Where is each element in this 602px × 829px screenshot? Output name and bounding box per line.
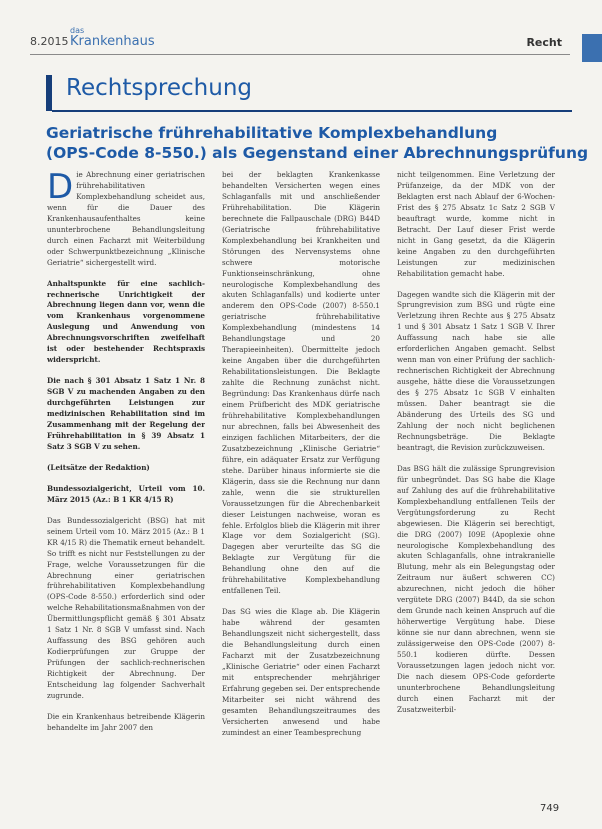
- page-number: 749: [540, 803, 560, 814]
- journal-logo: [70, 27, 155, 48]
- section-tab-marker: [582, 34, 602, 62]
- journal-logo-name: Krankenhaus: [70, 34, 155, 49]
- rubric-label: Recht: [526, 36, 562, 49]
- article-headline: [46, 123, 589, 163]
- text-column-2: [222, 170, 380, 800]
- body-paragraph: Die ein Krankenhaus betreibende Klägerin behandelte im Jahr 2007 den: [47, 711, 205, 732]
- section-title-rule: [52, 110, 572, 112]
- body-paragraph: bei der beklagten Krankenkasse behandelten Versicherten wegen eines Schlaganfalls mit und anschließender Frührehabilitation. Die Klägerin berechnete die Fallpauschale (DRG) B44D (Geriatrische frührehabilitative Komplexbehandlung bei Krankheiten und Störungen des Nervensystems ohne schwere motorische Funktionseinschränkung, ohne neurologische Komplexbehandlung des akuten Schlaganfalls) und kodierte unter anderem den OPS-Code (2007) 8-550.1 geriatrische frührehabilitative Komplexbehandlung (mindestens 14 Behandlungstage und 20 Therapieeinheiten). Übermittelte jedoch keine Angaben über die durchgeführten Rehabilitationsleistungen. Die Beklagte zahlte die Rechnung zunächst nicht. Begründung: Das Krankenhaus dürfe nach einem Prüfbericht des MDK geriatrische frührehabilitative Komplexbehandlungen nur abrechnen, falls bei Abwesenheit des einzigen fachlichen Mitarbeiters, der die Zusatzbezeichnung „Klinische Geriatrie“ führe, ein adäquater Ersatz zur Verfügung stehe. Darüber hinaus informierte sie die Klägerin, dass sie die Rechnung nur dann zahle, wenn die sie strukturellen Voraussetzungen für die Abrechenbarkeit dieser Leistungen nachweise, woran es fehle. Erfolglos blieb die Klägerin mit ihrer Klage vor dem Sozialgericht (SG). Dagegen aber verurteilte das SG die Beklagte zur Vergütung für die Behandlung ohne den auf die frührehabilitative Komplexbehandlung entfallenen Teil.: [222, 170, 380, 596]
- header-rule: [30, 54, 570, 55]
- intro-text: ie Abrechnung einer geriatrischen frührehabilitativen Komplexbehandlung scheidet aus, wenn für die Dauer des Krankenhausaufenthaltes keine ununterbrochene Behandlungsleitung durch einen Facharzt mit Weiterbildung oder Schwerpunktbezeichnung „Klinische Geriatrie“ sichergestellt wird.: [47, 170, 205, 267]
- issue-number: 8.2015: [30, 35, 69, 48]
- body-paragraph: Das SG wies die Klage ab. Die Klägerin habe während der gesamten Behandlungszeit nicht sichergestellt, dass die Behandlungsleitung durch einen Facharzt mit der Zusatzbezeichnung „Klinische Geriatrie“ oder einen Facharzt mit entsprechender mehrjähriger Erfahrung gegeben sei. Der entsprechende Mitarbeiter sei nicht während des gesamten Behandlungszeitraumes des Versicherten anwesend und habe zumindest an einer Teambesprechung: [222, 607, 380, 737]
- headnote-paragraph: Die nach § 301 Absatz 1 Satz 1 Nr. 8 SGB V zu machenden Angaben zu den durchgeführten Leistungen zur medizinischen Rehabilitation sind im Zusammenhang mit der Regelung der Frührehabilitation in § 39 Absatz 1 Satz 3 SGB V zu sehen.: [47, 376, 205, 451]
- court-citation: Bundessozialgericht, Urteil vom 10. März 2015 (Az.: B 1 KR 4/15 R): [47, 483, 205, 504]
- text-column-3: [397, 170, 555, 800]
- page-header: [0, 0, 602, 64]
- body-paragraph: nicht teilgenommen. Eine Verletzung der Prüfanzeige, da der MDK von der Beklagten erst nach Ablauf der 6-Wochen-Frist des § 275 Absatz 1c Satz 2 SGB V beauftragt wurde, komme nicht in Betracht. Der Lauf dieser Frist werde nicht in Gang gesetzt, da die Klägerin keine Angaben zu den durchgeführten Leistungen zur medizinischen Rehabilitation gemacht habe.: [397, 170, 555, 278]
- body-paragraph: Das Bundessozialgericht (BSG) hat mit seinem Urteil vom 10. März 2015 (Az.: B 1 KR 4/15 R) die Thematik erneut behandelt. So trifft es nicht nur Feststellungen zu der Frage, welche Voraussetzungen für die Abrechnung einer geriatrischen frührehabilitativen Komplexbehandlung (OPS-Code 8-550.) erforderlich sind oder welche Rehabilitationsmaßnahmen von der Übermittlungspflicht gemäß § 301 Absatz 1 Satz 1 Nr. 8 SGB V umfasst sind. Nach Auffassung des BSG gehören auch Kodierprüfungen zur Gruppe der Prüfungen der sachlich-rechnerischen Richtigkeit der Abrechnung. Der Entscheidung lag folgender Sachverhalt zugrunde.: [47, 515, 205, 700]
- editor-note: (Leitsätze der Redaktion): [47, 462, 150, 472]
- article-headline-line-1: Geriatrische frührehabilitative Komplexbehandlung: [46, 124, 498, 142]
- journal-logo-prefix: das: [70, 26, 85, 35]
- body-paragraph: Dagegen wandte sich die Klägerin mit der Sprungrevision zum BSG und rügte eine Verletzung ihren Rechte aus § 275 Absatz 1 und § 301 Absatz 1 Satz 1 SGB V. Ihrer Auffassung nach habe sie alle erforderlichen Angaben gemacht. Selbst wenn man von einer Prüfung der sachlich-rechnerischen Richtigkeit der Abrechnung ausgehe, hätte diese die Voraussetzungen des § 275 Absatz 1c SGB V einhalten müssen. Daher beantragt sie die Abänderung des Urteils des SG und Zahlung der noch nicht beglichenen Rechnungsbeträge. Die Beklagte beantragt, die Revision zurückzuweisen.: [397, 289, 555, 452]
- headnote-paragraph: Anhaltspunkte für eine sachlich-rechnerische Unrichtigkeit der Abrechnung liegen dann vor, wenn die vom Krankenhaus vorgenommene Auslegung und Anwendung von Abrechnungsvorschriften zweifelhaft ist oder bestehender Rechtspraxis widerspricht.: [47, 278, 205, 365]
- section-title-block: [46, 75, 522, 111]
- article-headline-line-2: (OPS-Code 8-550.) als Gegenstand einer Abrechnungsprüfung: [46, 144, 589, 162]
- section-title: Rechtsprechung: [66, 75, 252, 101]
- body-paragraph: Das BSG hält die zulässige Sprungrevision für unbegründet. Das SG habe die Klage auf Zahlung des auf die frührehabilitative Komplexbehandlung entfallenen Teils der Vergütungsforderung zu Recht abgewiesen. Die Klägerin sei berechtigt, die DRG (2007) I09E (Apoplexie ohne neurologische Komplexbehandlung des akuten Schlaganfalls, ohne intrakranielle Blutung, mehr als ein Belegungstag oder Zeitraum nur äußert schweren CC) abzurechnen, nicht jedoch die höher vergütete DRG (2007) B44D, da sie schon dem Grunde nach keinen Anspruch auf die höherwertige Vergütung habe. Diese könne sie nur dann abrechnen, wenn sie zulässigerweise den OPS-Code (2007) 8-550.1 kodieren dürfte. Dessen Voraussetzungen lagen jedoch nicht vor. Die nach diesem OPS-Code geforderte ununterbrochene Behandlungsleitung durch einen Facharzt mit der Zusatzweiterbil-: [397, 463, 555, 714]
- text-column-1: [47, 170, 205, 800]
- drop-cap: D: [47, 170, 74, 207]
- intro-paragraph: [47, 170, 205, 269]
